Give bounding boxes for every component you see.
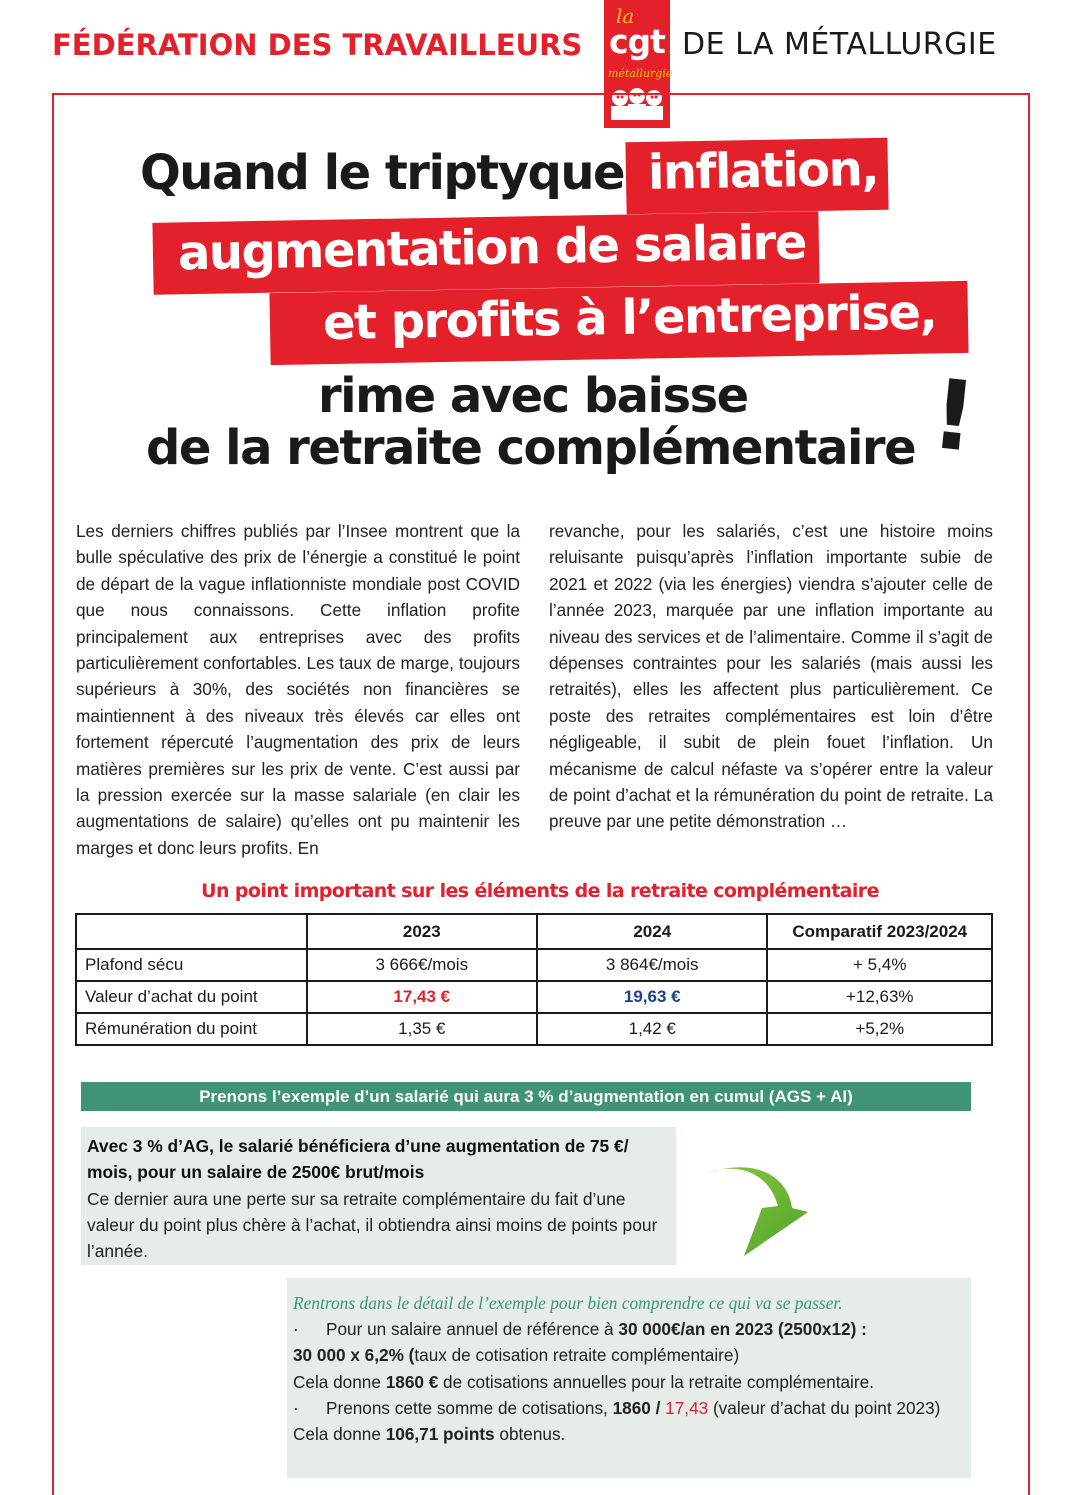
retirement-table <box>75 913 993 1046</box>
table-row <box>76 949 992 981</box>
detail-line-2 <box>293 1342 965 1368</box>
table-cell: Rémunération du point <box>76 1013 307 1045</box>
detail-text: Cela donne <box>293 1424 386 1445</box>
detail-line-5 <box>293 1421 965 1447</box>
logo-la: la <box>616 4 635 28</box>
detail-text: Cela donne <box>293 1371 386 1392</box>
detail-text: obtenus. <box>494 1424 566 1445</box>
title-line-4: rime avec baisse <box>318 368 748 424</box>
body-column-right: revanche, pour les salariés, c’est une histoire moins reluisante puisqu’après l’inflation importante subie de 2021 et 2022 (via les énergies) viendra s’ajouter celle de l’année 2023, marquée par une inflation importante au niveau des services et de l’alimentaire. Comme il s’agit de dépenses contraintes pour les salariés (mais aussi les retraités), elles les affectent plus particulièrement. Ce poste des retraites complémentaires est loin d’être négligeable, il subit de plein fouet l’inflation. Un mécanisme de calcul néfaste va s’opérer entre la valeur de point d’achat et la rémunération du point de retraite. La preuve par une petite démonstration … <box>549 521 993 832</box>
table-cell: 3 864€/mois <box>537 949 767 981</box>
body-column-left: Les derniers chiffres publiés par l’Insee montrent que la bulle spéculative des prix de l’énergie a constitué le point de départ de la vague inflationniste mondiale post COVID que nous connaissons. Cette inflation profite principalement aux entreprises avec des profits particulièrement confortables. Les taux de marge, toujours supérieurs à 30%, des sociétés non financières se maintiennent à des niveaux très élevés car elles ont fortement répercuté l’augmentation des prix de leurs matières premières sur les prix de vente. C’est aussi par la pression exercée sur la masse salariale (en clair les augmentations de salaire) qu’elles ont pu maintenir les marges et donc leurs profits. En <box>76 521 520 858</box>
detail-bullet-2 <box>293 1395 965 1421</box>
example-box <box>81 1127 676 1265</box>
federation-title: FÉDÉRATION DES TRAVAILLEURS <box>52 28 583 62</box>
table-cell: 1,35 € <box>307 1013 537 1045</box>
table-cell: 19,63 € <box>537 981 767 1013</box>
detail-text: Prenons cette somme de cotisations, <box>326 1397 613 1418</box>
example-box-text: Ce dernier aura une perte sur sa retraite complémentaire du fait d’une valeur du point plus chère à l’achat, il obtiendra ainsi moins de points pour l’année. <box>87 1188 658 1262</box>
table-cell: +5,2% <box>767 1013 992 1045</box>
table-row <box>76 1013 992 1045</box>
detail-intro: Rentrons dans le détail de l’exemple pour bien comprendre ce qui va se passer. <box>293 1293 843 1313</box>
detail-bold: 1860 € <box>385 1371 439 1392</box>
table-cell: +12,63% <box>767 981 992 1013</box>
detail-text: de cotisations annuelles pour la retraite complémentaire. <box>438 1371 874 1392</box>
title-band-2: augmentation de salaire <box>152 211 819 295</box>
bullet-dot: · <box>293 1397 299 1418</box>
logo-cgt: cgt <box>609 22 665 61</box>
detail-bold: 106,71 points <box>385 1424 495 1445</box>
title-line-5: de la retraite complémentaire <box>146 420 916 476</box>
title-band-1: inflation, <box>625 138 888 215</box>
bullet-dot: · <box>293 1319 299 1340</box>
example-box-bold: Avec 3 % d’AG, le salarié bénéficiera d’une augmentation de 75 €/ mois, pour un salaire de 2500€ brut/mois <box>87 1136 629 1183</box>
table-cell: 3 666€/mois <box>307 949 537 981</box>
logo-metallurgie: métallurgie <box>608 67 673 80</box>
table-header-comparatif: Comparatif 2023/2024 <box>767 914 992 949</box>
detail-bold: 1860 / <box>612 1397 666 1418</box>
detail-text: (valeur d’achat du point 2023) <box>708 1397 941 1418</box>
detail-bold: 30 000€/an en 2023 (2500x12) : <box>618 1319 867 1340</box>
arrow-down-right-icon <box>704 1160 808 1258</box>
example-banner: Prenons l’exemple d’un salarié qui aura 3 % d’augmentation en cumul (AGS + AI) <box>81 1082 971 1111</box>
table-title: Un point important sur les éléments de la retraite complémentaire <box>201 880 879 902</box>
title-line-1: Quand le triptyque <box>140 145 625 201</box>
detail-text: Pour un salaire annuel de référence à <box>326 1319 619 1340</box>
table-header-row <box>76 914 992 949</box>
detail-red-value: 17,43 <box>665 1397 709 1418</box>
table-cell: Plafond sécu <box>76 949 307 981</box>
detail-bullet-1 <box>293 1316 965 1342</box>
table-header-2023: 2023 <box>307 914 537 949</box>
table-header-2024: 2024 <box>537 914 767 949</box>
table-cell: Valeur d’achat du point <box>76 981 307 1013</box>
title-exclamation: ! <box>926 358 982 474</box>
detail-box <box>287 1278 971 1478</box>
detail-line-3 <box>293 1369 965 1395</box>
table-header-empty <box>76 914 307 949</box>
detail-text: taux de cotisation retraite complémentaire) <box>414 1345 740 1366</box>
table-cell: + 5,4% <box>767 949 992 981</box>
federation-subtitle: DE LA MÉTALLURGIE <box>682 27 997 62</box>
table-row <box>76 981 992 1013</box>
table-cell: 1,42 € <box>537 1013 767 1045</box>
title-band-3: et profits à l’entreprise, <box>269 281 968 365</box>
detail-bold: 30 000 x 6,2% ( <box>293 1345 415 1366</box>
table-cell: 17,43 € <box>307 981 537 1013</box>
